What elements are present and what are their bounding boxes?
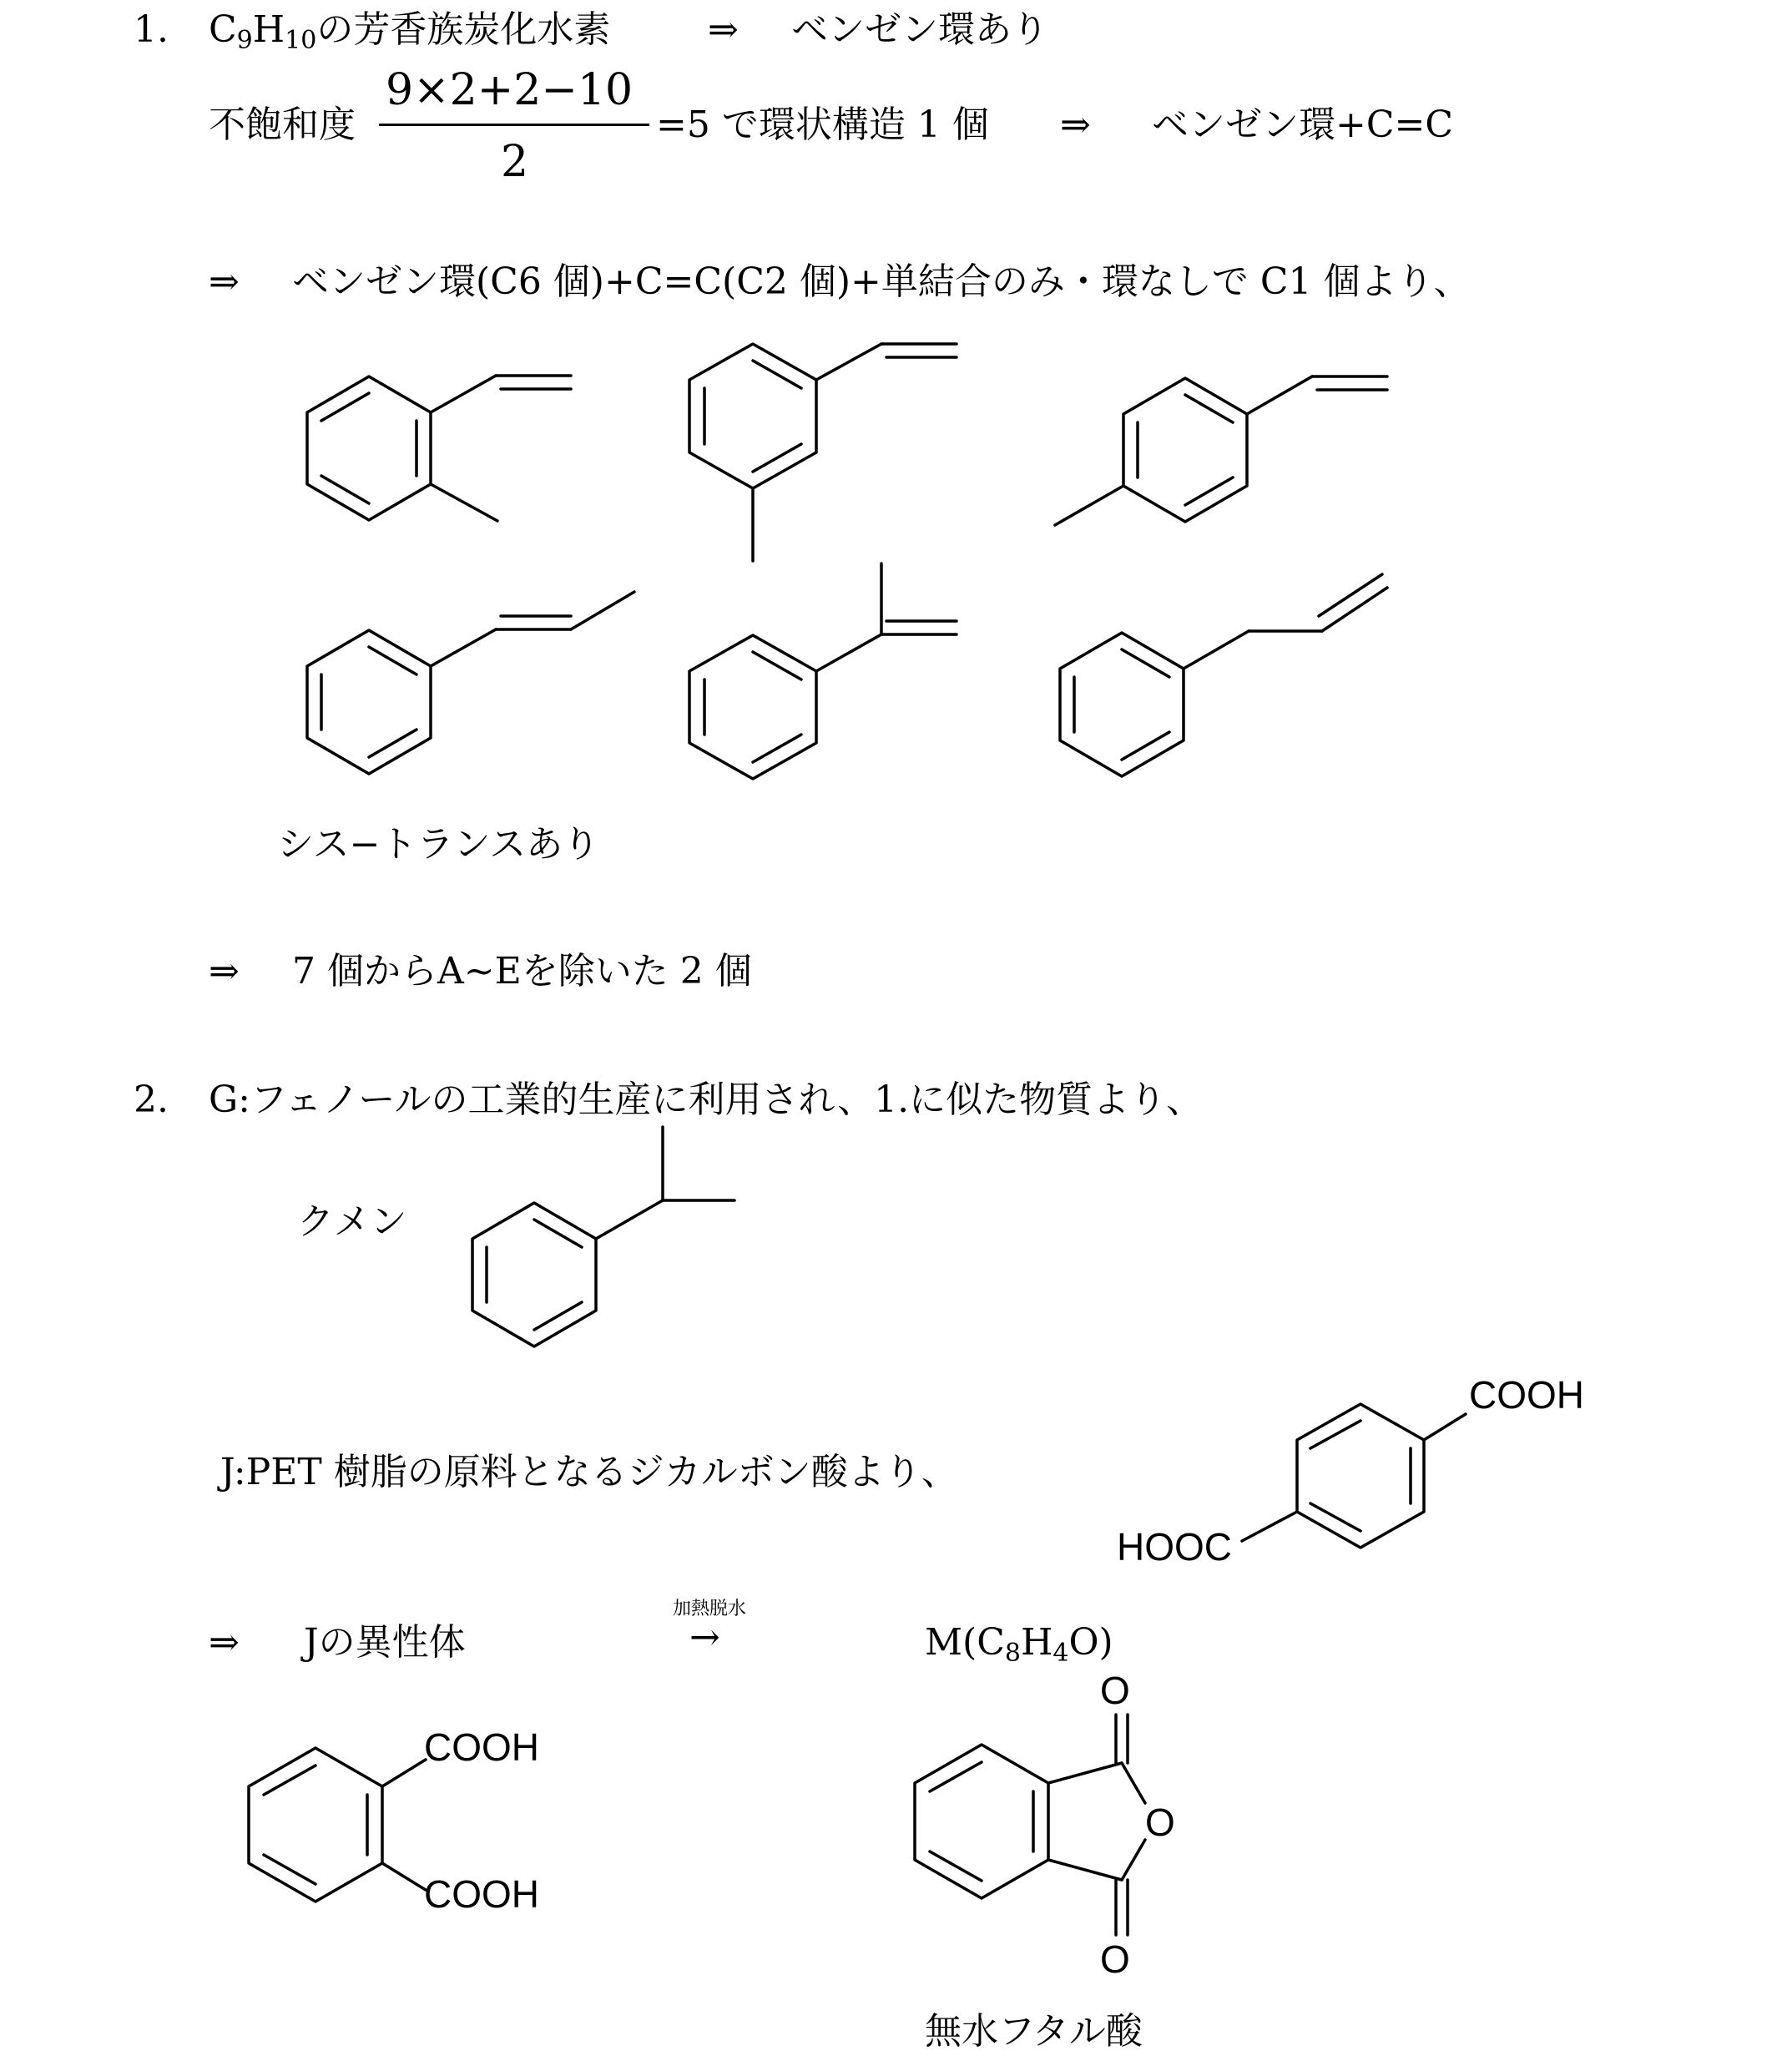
beta-methylstyrene-structure [307, 592, 634, 774]
terephthalic-acid-structure [1242, 1404, 1466, 1548]
anhydride-name: 無水フタル酸 [925, 2010, 1143, 2053]
fraction-numerator: 9×2+2−10 [386, 65, 634, 115]
phthalic-acid-structure [249, 1748, 426, 1902]
q1-line1-arrow: ⇒ [708, 8, 739, 51]
phthalic-cooh-top: COOH [424, 1725, 539, 1769]
q1-line3-text: ベンゼン環(C6 個)+C=C(C2 個)+単結合のみ・環なしで C1 個より、 [292, 260, 1471, 303]
q1-line2-text: =5 で環状構造 1 個 [656, 104, 989, 146]
reaction-condition: 加熱脱水 [673, 1599, 747, 1619]
reaction-arrow: → [689, 1616, 720, 1659]
anhydride-o-ring: O [1145, 1801, 1175, 1844]
terephthalic-cooh-bottom: HOOC [1117, 1525, 1232, 1569]
fraction-denominator: 2 [501, 137, 529, 187]
j-line: J:PET 樹脂の原料となるジカルボン酸より、 [220, 1451, 958, 1493]
anhydride-o-top: O [1100, 1669, 1130, 1712]
formula-h: H [252, 8, 285, 51]
q1-line4-text: 7 個からA~Eを除いた 2 個 [292, 950, 752, 993]
q1-line4-arrow: ⇒ [209, 950, 240, 993]
q1-line3-arrow: ⇒ [209, 260, 240, 303]
isomer-arrow: ⇒ [209, 1621, 240, 1664]
q2-number: 2. [134, 1079, 169, 1121]
cis-trans-note: シス−トランスあり [277, 823, 600, 866]
q1-line2-arrow: ⇒ [1060, 104, 1091, 146]
phthalic-anhydride-structure [915, 1715, 1145, 1935]
anhydride-o-bottom: O [1100, 1937, 1130, 1981]
product-suffix: O) [1068, 1621, 1113, 1664]
phthalic-cooh-bottom: COOH [424, 1872, 539, 1916]
m-methylstyrene-structure [689, 344, 957, 561]
unsaturation-label: 不飽和度 [209, 104, 356, 146]
g-line: G:フェノールの工業的生産に利用され、1.に似た物質より、 [209, 1079, 1204, 1121]
cumene-structure [472, 1127, 734, 1346]
cumene-name: クメン [297, 1200, 407, 1243]
q1-line2-result: ベンゼン環+C=C [1152, 104, 1454, 146]
formula-c-sub: 9 [236, 26, 253, 55]
alpha-methylstyrene-structure [689, 563, 957, 779]
allylbenzene-structure [1060, 574, 1387, 776]
p-methylstyrene-structure [1055, 376, 1387, 525]
product-h: H [1020, 1621, 1053, 1664]
formula-c: C [209, 8, 237, 51]
product-prefix: M(C [925, 1621, 1005, 1664]
q1-line1-result: ベンゼン環あり [791, 8, 1048, 51]
q1-number: 1. [134, 8, 169, 51]
isomer-text: Jの異性体 [304, 1621, 466, 1664]
product-c-sub: 8 [1004, 1639, 1021, 1668]
o-methylstyrene-structure [307, 376, 571, 521]
q1-line1-text: の芳香族炭化水素 [316, 8, 611, 51]
product-h-sub: 4 [1052, 1639, 1069, 1668]
terephthalic-cooh-top: COOH [1469, 1373, 1584, 1417]
formula-h-sub: 10 [285, 26, 317, 55]
